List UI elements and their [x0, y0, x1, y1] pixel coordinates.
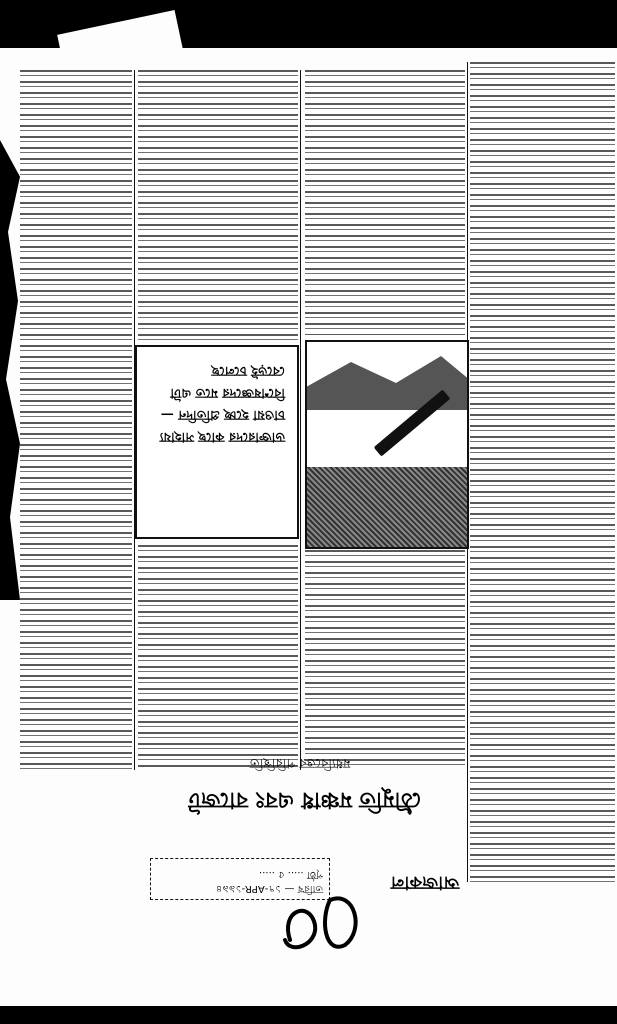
boxed-quote: [135, 345, 299, 539]
column-rule: [300, 70, 301, 770]
text-column-2-bottom: [138, 545, 298, 770]
newspaper-name: আজকাল: [390, 872, 460, 893]
cartoon-sea: [307, 467, 467, 547]
subheadline: মধ্যবিত্তের পরিস্থিতি: [249, 755, 351, 770]
text-column-4: [470, 62, 615, 882]
text-column-2-top: [138, 70, 298, 340]
stamp-date: তারিখ — ১৭-APR-১৯৯৪: [215, 883, 323, 894]
handwritten-signature: [270, 870, 370, 960]
text-column-3-bottom: [305, 550, 465, 770]
headline: ঠৌমুতি মঞ্চাধ এবং বাজেট: [188, 787, 422, 813]
boxed-quote-text: ডাক্তারদের কাছে সাহায্য চাওয়া হচ্ছে প্রতিদিন — বিশেষজ্ঞদের মতে এটা বেড়েই চলেছে: [159, 363, 285, 444]
text-column-3-top: [305, 70, 465, 335]
stamp-page: পৃষ্ঠা ..... ৫ .....: [258, 869, 323, 880]
text-column-1: [20, 70, 132, 770]
cartoon-illustration: [305, 340, 469, 549]
